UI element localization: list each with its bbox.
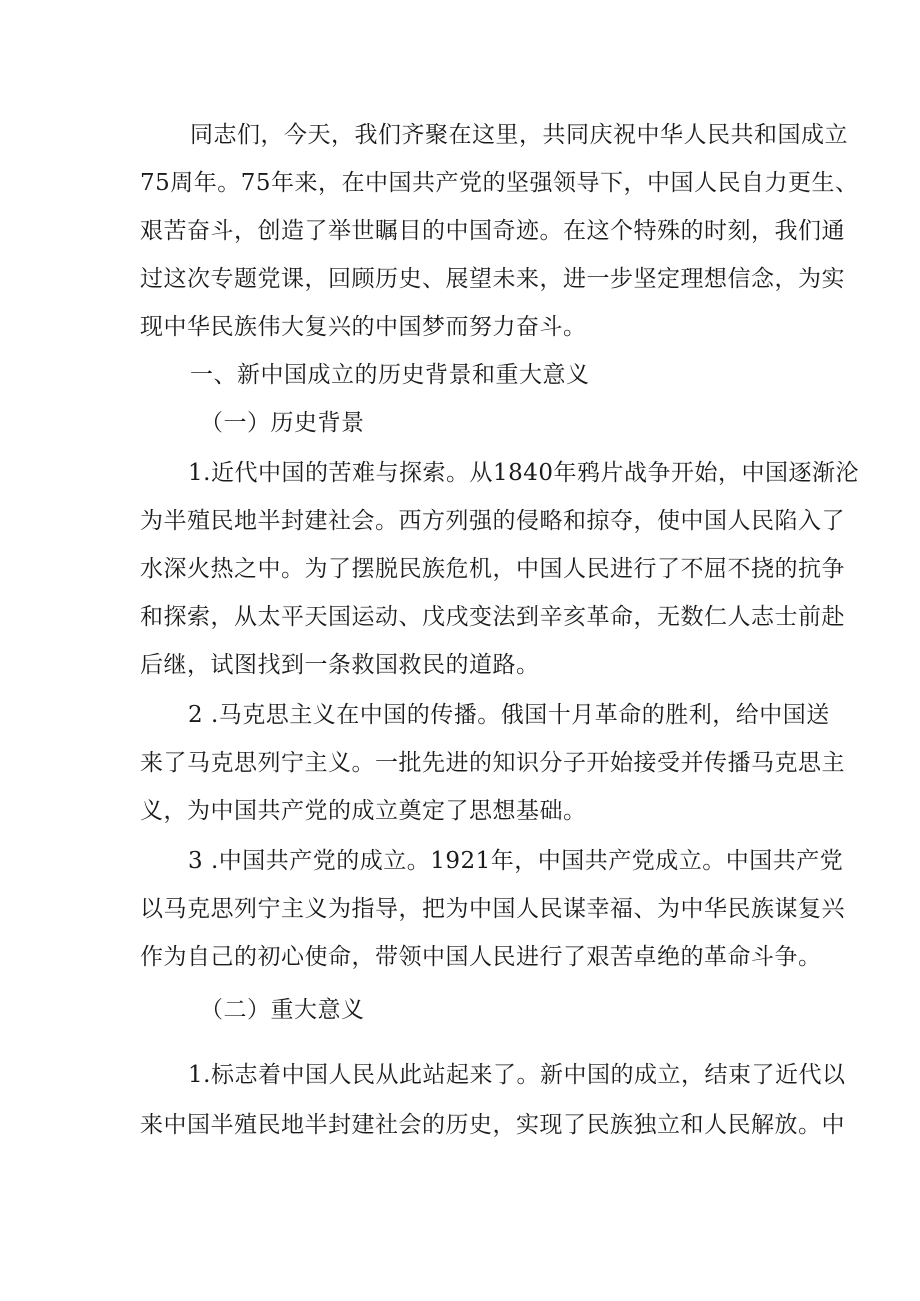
intro-line-1: 同志们，今天，我们齐聚在这里，共同庆祝中华人民共和国成立	[190, 122, 848, 148]
item3-line-3: 作为自己的初心使命，带领中国人民进行了艰苦卓绝的革命斗争。	[140, 944, 822, 970]
item4-line-2: 来中国半殖民地半封建社会的历史，实现了民族独立和人民解放。中	[140, 1112, 845, 1138]
item2-line-1: 2 .马克思主义在中国的传播。俄国十月革命的胜利，给中国送	[188, 702, 830, 728]
intro-line-5: 现中华民族伟大复兴的中国梦而努力奋斗。	[140, 314, 587, 340]
item3-line-2: 以马克思列宁主义为指导，把为中国人民谋幸福、为中华民族谋复兴	[140, 896, 845, 922]
item2-line-3: 义，为中国共产党的成立奠定了思想基础。	[140, 798, 587, 824]
item1-line-5: 后继，试图找到一条救国救民的道路。	[140, 652, 540, 678]
intro-line-4: 过这次专题党课，回顾历史、展望未来，进一步坚定理想信念，为实	[140, 266, 845, 292]
item3-line-1: 3 .中国共产党的成立。1921年，中国共产党成立。中国共产党	[188, 848, 844, 874]
subsection-heading-history: （一）历史背景	[200, 410, 365, 436]
subsection-heading-significance: （二）重大意义	[200, 997, 365, 1023]
section-heading: 一、新中国成立的历史背景和重大意义	[190, 362, 590, 388]
item2-line-2: 来了马克思列宁主义。一批先进的知识分子开始接受并传播马克思主	[140, 750, 845, 776]
item1-line-1: 1.近代中国的苦难与探索。从1840年鸦片战争开始，中国逐渐沦	[188, 460, 859, 486]
item1-line-4: 和探索，从太平天国运动、戊戌变法到辛亥革命，无数仁人志士前赴	[140, 604, 845, 630]
intro-line-3: 艰苦奋斗，创造了举世瞩目的中国奇迹。在这个特殊的时刻，我们通	[140, 218, 845, 244]
item1-line-3: 水深火热之中。为了摆脱民族危机，中国人民进行了不屈不挠的抗争	[140, 556, 845, 582]
item4-line-1: 1.标志着中国人民从此站起来了。新中国的成立，结束了近代以	[188, 1062, 846, 1088]
intro-line-2: 75周年。75年来，在中国共产党的坚强领导下，中国人民自力更生、	[140, 170, 859, 196]
item1-line-2: 为半殖民地半封建社会。西方列强的侵略和掠夺，使中国人民陷入了	[140, 508, 845, 534]
